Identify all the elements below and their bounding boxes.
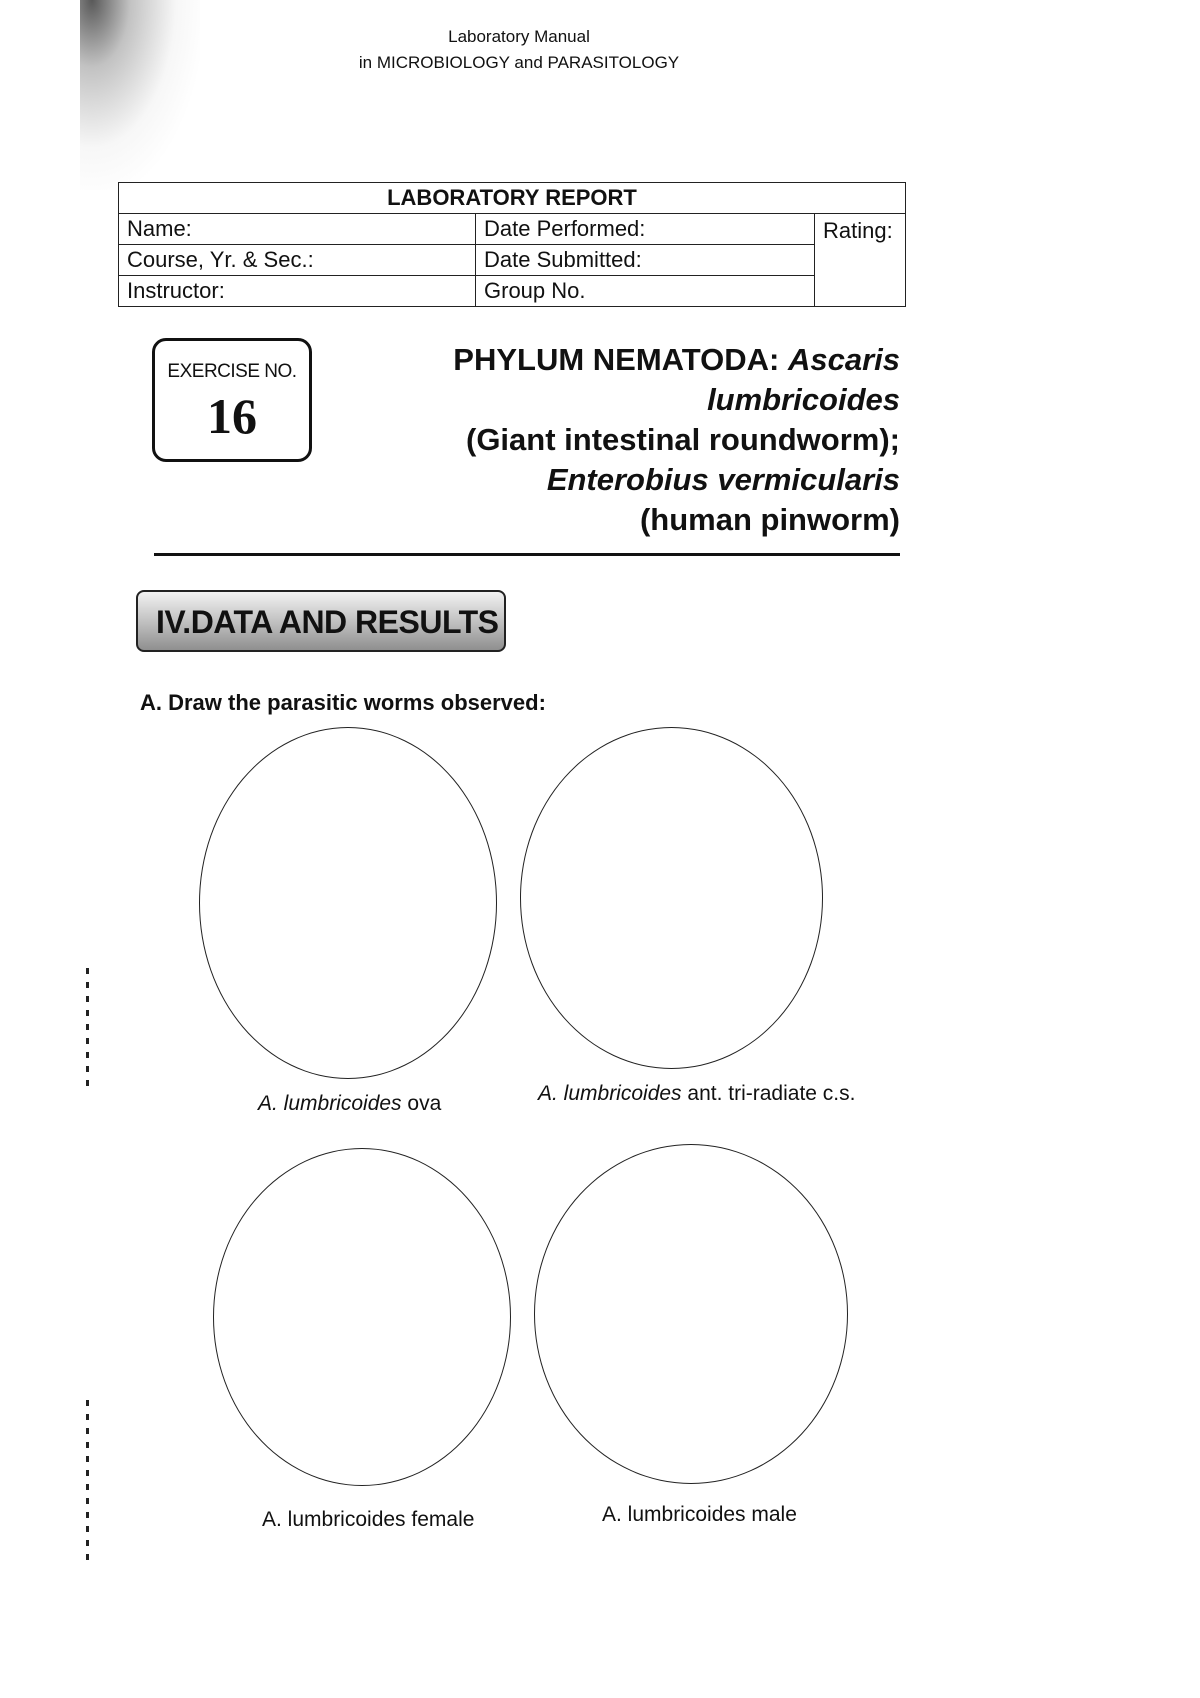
group-no-field[interactable]: Group No.: [476, 276, 815, 307]
perforation-marks: [86, 968, 89, 1088]
title-line-5: (human pinworm): [639, 502, 900, 537]
title-line-4: Enterobius vermicularis: [546, 462, 900, 497]
perforation-marks: [86, 1400, 89, 1562]
caption-ova: A. lumbricoides ova: [258, 1092, 442, 1115]
drawing-circle-ova[interactable]: [199, 727, 497, 1079]
caption-tri-radiate: A. lumbricoides ant. tri-radiate c.s.: [538, 1082, 856, 1105]
rating-field[interactable]: Rating:: [815, 214, 906, 307]
exercise-number: 16: [207, 388, 257, 444]
manual-title: Laboratory Manual: [448, 27, 590, 46]
date-performed-field[interactable]: Date Performed:: [476, 214, 815, 245]
report-title: LABORATORY REPORT: [119, 183, 906, 214]
title-line-2: lumbricoides: [707, 382, 900, 417]
instructor-field[interactable]: Instructor:: [119, 276, 476, 307]
exercise-title: [440, 340, 900, 540]
section-heading: IV.DATA AND RESULTS: [136, 590, 506, 652]
drawing-circle-male[interactable]: [534, 1144, 848, 1484]
laboratory-report-table: [118, 182, 906, 307]
name-field[interactable]: Name:: [119, 214, 476, 245]
title-line-3: (Giant intestinal roundworm);: [466, 422, 900, 457]
exercise-label: EXERCISE NO.: [167, 361, 297, 382]
date-submitted-field[interactable]: Date Submitted:: [476, 245, 815, 276]
manual-subtitle: in MICROBIOLOGY and PARASITOLOGY: [358, 53, 680, 72]
caption-male: A. lumbricoides male: [602, 1503, 797, 1526]
caption-female: A. lumbricoides female: [262, 1508, 475, 1531]
instruction-text: A. Draw the parasitic worms observed:: [140, 690, 546, 715]
exercise-number-box: [152, 338, 312, 462]
course-field[interactable]: Course, Yr. & Sec.:: [119, 245, 476, 276]
drawing-circle-female[interactable]: [213, 1148, 511, 1486]
title-line-1: PHYLUM NEMATODA: Ascaris: [453, 342, 900, 377]
title-divider: [154, 553, 900, 556]
drawing-circle-tri-radiate[interactable]: [520, 727, 823, 1069]
